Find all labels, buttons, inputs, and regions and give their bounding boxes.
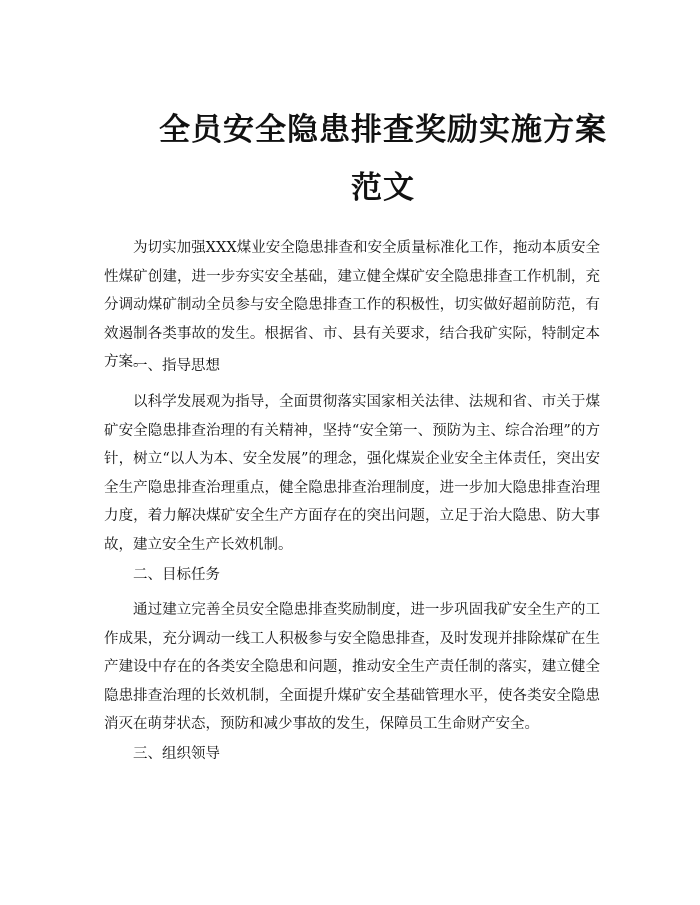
section-heading-goals-tasks: 二、目标任务 — [133, 567, 220, 583]
document-title-line2: 范文 — [351, 170, 415, 206]
goals-tasks-paragraph: 通过建立完善全员安全隐患排查奖励制度，进一步巩固我矿安全生产的工作成果，充分调动一线工人积极参与安全隐患排查，及时发现并排除煤矿在生产建设中存在的各类安全隐患和问题，推动安全生产责任制的落实，建立健全隐患排查治理的长效机制，全面提升煤矿安全基础管理水平，使各类安全隐患消灭在萌芽状态，预防和减少事故的发生，保障员工生命财产安全。 — [104, 602, 600, 733]
document-title-line1: 全员安全隐患排查奖励实施方案 — [159, 112, 607, 148]
intro-paragraph: 为切实加强XXX煤业安全隐患排查和安全质量标准化工作，拖动本质安全性煤矿创建，进一步夯实安全基础，建立健全煤矿安全隐患排查工作机制，充分调动煤矿制动全员参与安全隐患排查工作的积极性，切实做好超前防范，有效遏制各类事故的发生。根据省、市、县有关要求，结合我矿实际，特制定本方案。 — [104, 240, 600, 371]
guiding-ideology-paragraph: 以科学发展观为指导，全面贯彻落实国家相关法律、法规和省、市关于煤矿安全隐患排查治理的有关精神，坚持“安全第一、预防为主、综合治理”的方针，树立“以人为本、安全发展”的理念，强化煤炭企业安全主体责任，突出安全生产隐患排查治理重点，健全隐患排查治理制度，进一步加大隐患排查治理力度，着力解决煤矿安全生产方面存在的突出问题，立足于治大隐患、防大事故，建立安全生产长效机制。 — [104, 394, 600, 553]
section-heading-guiding-ideology: 一、指导思想 — [133, 358, 220, 374]
section-heading-organization-leadership: 三、组织领导 — [133, 746, 220, 762]
